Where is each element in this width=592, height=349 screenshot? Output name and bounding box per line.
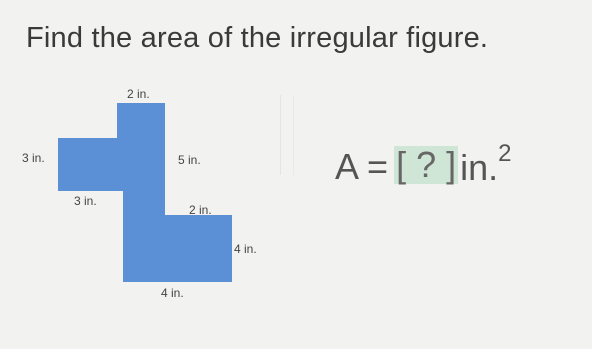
answer-input-box[interactable]: [ ? ] [396, 144, 457, 185]
question-title: Find the area of the irregular figure. [26, 22, 489, 54]
unit-exponent: 2 [498, 140, 512, 167]
equation-lhs: A = [335, 146, 389, 187]
label-top: 2 in. [127, 87, 150, 101]
equation-unit [460, 140, 512, 189]
label-left: 3 in. [22, 151, 45, 165]
area-equation [335, 140, 512, 189]
label-right-upper: 5 in. [178, 153, 201, 167]
label-inner-right: 2 in. [189, 203, 212, 217]
label-bottom: 4 in. [161, 286, 184, 300]
figure-shape [58, 103, 232, 282]
label-inner-left: 3 in. [74, 194, 97, 208]
unit-text: in. [460, 147, 499, 188]
label-right-lower: 4 in. [234, 242, 257, 256]
